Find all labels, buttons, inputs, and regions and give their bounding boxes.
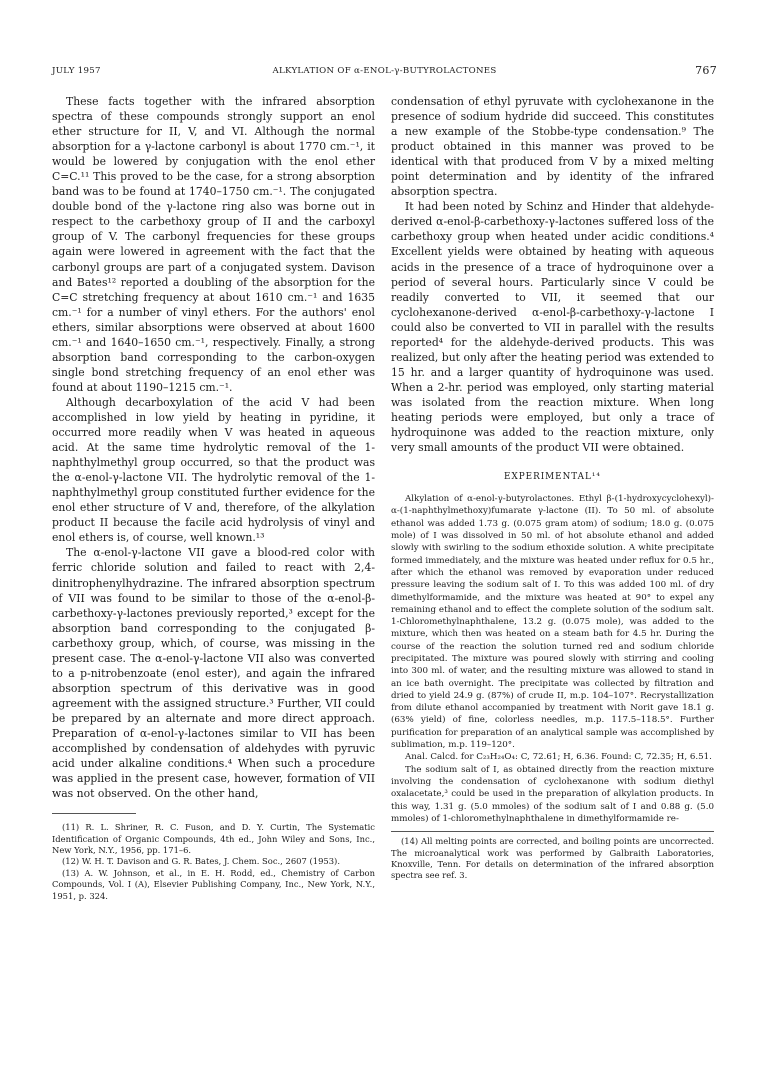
page-number: 767	[695, 64, 717, 77]
footnote: (12) W. H. T. Davison and G. R. Bates, J. Chem. Soc., 2607 (1953).	[62, 856, 340, 867]
footnote-divider	[52, 813, 136, 814]
experimental-paragraph: The sodium salt of I, as obtained directly from the reaction mixture involving the condensation of cyclohexanone with sodium diethyl oxalacetate,³ could be used in the preparation of alkylation products. In this way, 1.31 g. (5.0 mmoles) of the sodium salt of I and 0.88 g. (5.0 mmoles) of 1-chloromethylnaphthalene in dimethylformamide re-	[391, 764, 714, 824]
footnote: (11) R. L. Shriner, R. C. Fuson, and D. Y. Curtin, The Systematic Identification of Organic Compounds, 4th ed., John Wiley and Sons, Inc., New York, N.Y., 1956, pp. 171–6.	[52, 822, 375, 856]
running-header	[52, 66, 717, 80]
body-paragraph: The α-enol-γ-lactone VII gave a blood-red color with ferric chloride solution and failed to react with 2,4-dinitrophenylhydrazine. The infrared absorption spectrum of VII was found to be similar to those of the α-enol-β-carbethoxy-γ-lactones previously reported,³ except for the absorption band corresponding to the conjugated β-carbethoxy group, which, of course, was missing in the present case. The α-enol-γ-lactone VII also was converted to a p-nitrobenzoate (enol ester), and again the infrared absorption spectrum of this derivative was in good agreement with the assigned structure.³ Further, VII could be prepared by an alternate and more direct approach. Preparation of α-enol-γ-lactones similar to VII has been accomplished by condensation of aldehydes with pyruvic acid under alkaline conditions.⁴ When such a procedure was applied in the present case, however, formation of VII was not observed. On the other hand,	[52, 546, 375, 801]
header-title: ALKYLATION OF α-ENOL-γ-BUTYROLACTONES	[272, 66, 497, 76]
footnote: (13) A. W. Johnson, et al., in E. H. Rodd, ed., Chemistry of Carbon Compounds, Vol. I (A), Elsevier Publishing Company, Inc., New York, N.Y., 1951, p. 324.	[52, 867, 375, 901]
right-column	[391, 94, 714, 882]
experimental-paragraph: Alkylation of α-enol-γ-butyrolactones. Ethyl β-(1-hydroxycyclohexyl)-α-(1-naphthylmethoxy)fumarate γ-lactone (II). To 50 ml. of absolute ethanol was added 1.73 g. (0.075 gram atom) of sodium; 18.0 g. (0.075 mole) of I was dissolved in 50 ml. of hot absolute ethanol and added slowly with swirling to the sodium ethoxide solution. A white precipitate formed immediately, and the mixture was heated under reflux for 0.5 hr., after which the ethanol was removed by evaporation under reduced pressure leaving the sodium salt of I. To this was added 100 ml. of dry dimethylformamide, and the mixture was heated at 90° to expel any remaining ethanol and to effect the complete solution of the sodium salt. 1-Chloromethylnaphthalene, 13.2 g. (0.075 mole), was added to the mixture, which then was heated on a steam bath for 4.5 hr. During the course of the reaction the solution turned red and sodium chloride precipitated. The mixture was poured slowly with stirring and cooling into 300 ml. of water, and the resulting mixture was allowed to stand in an ice bath overnight. The precipitate was collected by filtration and dried to yield 24.9 g. (87%) of crude II, m.p. 104–107°. Recrystallization from dilute ethanol accompanied by treatment with Norit gave 18.1 g. (63% yield) of fine, colorless needles, m.p. 117.5–118.5°. Further purification for preparation of an analytical sample was accomplished by sublimation, m.p. 119–120°.	[391, 494, 714, 751]
body-paragraph: It had been noted by Schinz and Hinder that aldehyde-derived α-enol-β-carbethoxy-γ-lactones suffered loss of the carbethoxy group when heated under acidic conditions.⁴ Excellent yields were obtained by heating with aqueous acids in the presence of a trace of hydroquinone over a period of several hours. Particularly since V could be readily converted to VII, it seemed that our cyclohexanone-derived α-enol-β-carbethoxy-γ-lactone I could also be converted to VII in parallel with the results reported⁴ for the aldehyde-derived products. This was realized, but only after the heating period was extended to 15 hr. and a larger quantity of hydroquinone was used. When a 2-hr. period was employed, only starting material was isolated from the reaction mixture. When long heating periods were employed, but only a trace of hydroquinone was added to the reaction mixture, only very small amounts of the product VII were obtained.	[391, 200, 714, 455]
footnote-divider	[391, 831, 714, 832]
analysis-paragraph: Anal. Calcd. for C₂₃H₂₄O₄: C, 72.61; H, 6.36. Found: C, 72.35; H, 6.51.	[405, 752, 712, 763]
section-heading-experimental: EXPERIMENTAL¹⁴	[504, 472, 601, 483]
body-paragraph: Although decarboxylation of the acid V had been accomplished in low yield by heating in pyridine, it occurred more readily when V was heated in aqueous acid. At the same time hydrolytic removal of the 1-naphthylmethyl group occurred, so that the product was the α-enol-γ-lactone VII. The hydrolytic removal of the 1-naphthylmethyl group constituted further evidence for the enol ether structure of V and, therefore, of the alkylation product II because the facile acid hydrolysis of vinyl and enol ethers is, of course, well known.¹³	[52, 395, 375, 545]
footnote: (14) All melting points are corrected, and boiling points are uncorrected. The microanalytical work was performed by Galbraith Laboratories, Knoxville, Tenn. For details on determination of the infrared absorption spectra see ref. 3.	[391, 836, 714, 881]
header-date: JULY 1957	[52, 66, 101, 76]
left-column	[52, 94, 375, 902]
body-paragraph: These facts together with the infrared absorption spectra of these compounds strongly support an enol ether structure for II, V, and VI. Although the normal absorption for a γ-lactone carbonyl is about 1770 cm.⁻¹, it would be lowered by conjugation with the enol ether C=C.¹¹ This proved to be the case, for a strong absorption band was to be found at 1740–1750 cm.⁻¹. The conjugated double bond of the γ-lactone ring also was borne out in respect to the carbethoxy group of II and the carboxyl group of V. The carbonyl frequencies for these groups again were lowered in agreement with the fact that the carbonyl groups are part of a conjugated system. Davison and Bates¹² reported a doubling of the absorption for the C=C stretching frequency at about 1610 cm.⁻¹ and 1635 cm.⁻¹ for a number of vinyl ethers. For the authors' enol ethers, similar absorptions were observed at about 1600 cm.⁻¹ and 1640–1650 cm.⁻¹, respectively. Finally, a strong absorption band corresponding to the carbon-oxygen single bond stretching frequency of an enol ether was found at about 1190–1215 cm.⁻¹.	[52, 95, 375, 394]
body-paragraph: condensation of ethyl pyruvate with cyclohexanone in the presence of sodium hydride did succeed. This constitutes a new example of the Stobbe-type condensation.⁹ The product obtained in this manner was proved to be identical with that produced from V by a mixed melting point determination and by identity of the infrared absorption spectra.	[391, 95, 714, 199]
